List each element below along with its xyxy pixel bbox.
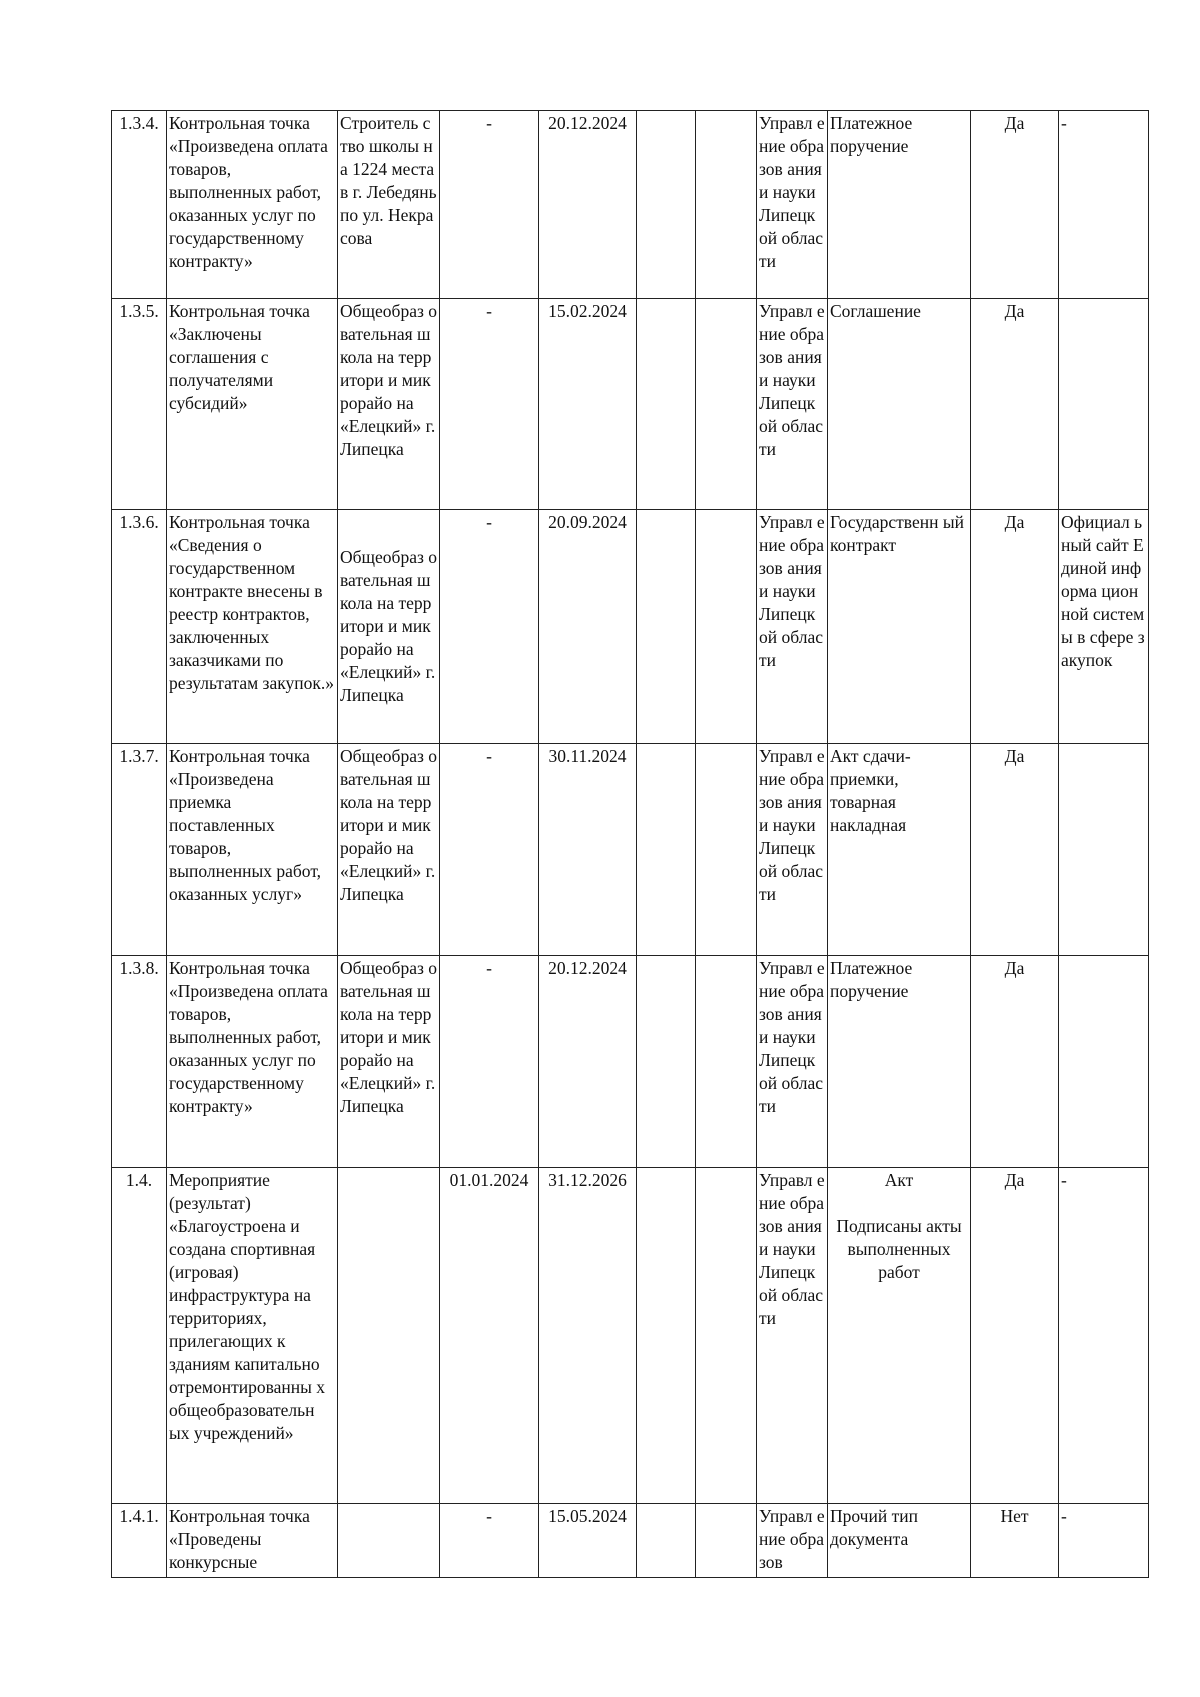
row-empty-cell bbox=[637, 111, 696, 299]
row-object: Общеобраз овательная школа на территори и микрорайо на «Елецкий» г. Липецка bbox=[338, 744, 440, 956]
row-object: Общеобраз овательная школа на территори и микрорайо на «Елецкий» г. Липецка bbox=[338, 510, 440, 744]
row-name: Контрольная точка «Сведения о государственном контракте внесены в реестр контрактов, заключенных заказчиками по результатам закупок.» bbox=[167, 510, 338, 744]
row-empty-cell bbox=[696, 1168, 757, 1504]
row-end-date: 20.12.2024 bbox=[539, 956, 637, 1168]
row-document bbox=[828, 1168, 971, 1504]
row-start-date: - bbox=[440, 111, 539, 299]
row-empty-cell bbox=[696, 111, 757, 299]
row-start-date: - bbox=[440, 1504, 539, 1578]
row-start-date: - bbox=[440, 510, 539, 744]
row-responsible: Управл ение образов ания и науки Липецк ой области bbox=[757, 510, 828, 744]
row-start-date: - bbox=[440, 299, 539, 510]
row-flag: Да bbox=[971, 956, 1059, 1168]
row-document: Платежное поручение bbox=[828, 956, 971, 1168]
row-number: 1.3.4. bbox=[112, 111, 167, 299]
row-number: 1.3.5. bbox=[112, 299, 167, 510]
row-info bbox=[1059, 956, 1149, 1168]
row-end-date: 30.11.2024 bbox=[539, 744, 637, 956]
row-end-date: 20.09.2024 bbox=[539, 510, 637, 744]
row-start-date: - bbox=[440, 744, 539, 956]
row-flag: Да bbox=[971, 111, 1059, 299]
row-end-date: 15.02.2024 bbox=[539, 299, 637, 510]
row-empty-cell bbox=[696, 299, 757, 510]
spacer bbox=[830, 1192, 968, 1215]
table-row bbox=[112, 1504, 1149, 1578]
row-document: Соглашение bbox=[828, 299, 971, 510]
table-row bbox=[112, 1168, 1149, 1504]
row-name: Мероприятие (результат) «Благоустроена и создана спортивная (игровая) инфраструктура на территориях, прилегающих к зданиям капитально отремонтированны х общеобразовательн ых учреждений» bbox=[167, 1168, 338, 1504]
row-name: Контрольная точка «Заключены соглашения с получателями субсидий» bbox=[167, 299, 338, 510]
row-empty-cell bbox=[637, 299, 696, 510]
row-flag: Да bbox=[971, 510, 1059, 744]
row-responsible: Управл ение образов ания и науки Липецк ой области bbox=[757, 956, 828, 1168]
row-end-date: 15.05.2024 bbox=[539, 1504, 637, 1578]
row-empty-cell bbox=[696, 1504, 757, 1578]
row-number: 1.3.8. bbox=[112, 956, 167, 1168]
row-flag: Нет bbox=[971, 1504, 1059, 1578]
row-name: Контрольная точка «Произведена приемка поставленных товаров, выполненных работ, оказанных услуг» bbox=[167, 744, 338, 956]
row-responsible: Управл ение образов ания и науки Липецк ой области bbox=[757, 111, 828, 299]
row-document-text: Подписаны акты выполненных работ bbox=[836, 1216, 962, 1282]
row-info: - bbox=[1059, 1168, 1149, 1504]
row-start-date: - bbox=[440, 956, 539, 1168]
row-name: Контрольная точка «Произведена оплата товаров, выполненных работ, оказанных услуг по государственному контракту» bbox=[167, 956, 338, 1168]
row-object bbox=[338, 1504, 440, 1578]
row-flag: Да bbox=[971, 744, 1059, 956]
row-object: Строитель ство школы на 1224 места в г. Лебедянь по ул. Некрасова bbox=[338, 111, 440, 299]
row-empty-cell bbox=[637, 1168, 696, 1504]
row-object: Общеобраз овательная школа на территори и микрорайо на «Елецкий» г. Липецка bbox=[338, 956, 440, 1168]
row-document: Государственн ый контракт bbox=[828, 510, 971, 744]
row-empty-cell bbox=[696, 956, 757, 1168]
row-info bbox=[1059, 299, 1149, 510]
row-info bbox=[1059, 744, 1149, 956]
table-row bbox=[112, 111, 1149, 299]
plan-table bbox=[111, 110, 1149, 1578]
row-responsible: Управл ение образов ания и науки Липецк ой области bbox=[757, 744, 828, 956]
row-empty-cell bbox=[637, 1504, 696, 1578]
row-document: Акт сдачи-приемки, товарная накладная bbox=[828, 744, 971, 956]
row-object: Общеобраз овательная школа на территори и микрорайо на «Елецкий» г. Липецка bbox=[338, 299, 440, 510]
row-document: Платежное поручение bbox=[828, 111, 971, 299]
table-row bbox=[112, 299, 1149, 510]
row-end-date: 31.12.2026 bbox=[539, 1168, 637, 1504]
row-info: Официал ьный сайт Единой информа ционной системы в сфере закупок bbox=[1059, 510, 1149, 744]
row-responsible: Управл ение образов bbox=[757, 1504, 828, 1578]
row-number: 1.4.1. bbox=[112, 1504, 167, 1578]
table-row bbox=[112, 744, 1149, 956]
row-name: Контрольная точка «Произведена оплата товаров, выполненных работ, оказанных услуг по государственному контракту» bbox=[167, 111, 338, 299]
table-row bbox=[112, 956, 1149, 1168]
row-responsible: Управл ение образов ания и науки Липецк ой области bbox=[757, 1168, 828, 1504]
row-object bbox=[338, 1168, 440, 1504]
row-number: 1.4. bbox=[112, 1168, 167, 1504]
row-empty-cell bbox=[637, 510, 696, 744]
row-info: - bbox=[1059, 111, 1149, 299]
row-flag: Да bbox=[971, 1168, 1059, 1504]
row-number: 1.3.7. bbox=[112, 744, 167, 956]
row-responsible: Управл ение образов ания и науки Липецк ой области bbox=[757, 299, 828, 510]
row-name: Контрольная точка «Проведены конкурсные bbox=[167, 1504, 338, 1578]
row-number: 1.3.6. bbox=[112, 510, 167, 744]
table-row bbox=[112, 510, 1149, 744]
row-end-date: 20.12.2024 bbox=[539, 111, 637, 299]
row-document-title: Акт bbox=[884, 1170, 914, 1190]
row-empty-cell bbox=[696, 510, 757, 744]
row-flag: Да bbox=[971, 299, 1059, 510]
row-empty-cell bbox=[637, 956, 696, 1168]
row-start-date: 01.01.2024 bbox=[440, 1168, 539, 1504]
row-empty-cell bbox=[637, 744, 696, 956]
row-document: Прочий тип документа bbox=[828, 1504, 971, 1578]
row-info: - bbox=[1059, 1504, 1149, 1578]
row-empty-cell bbox=[696, 744, 757, 956]
